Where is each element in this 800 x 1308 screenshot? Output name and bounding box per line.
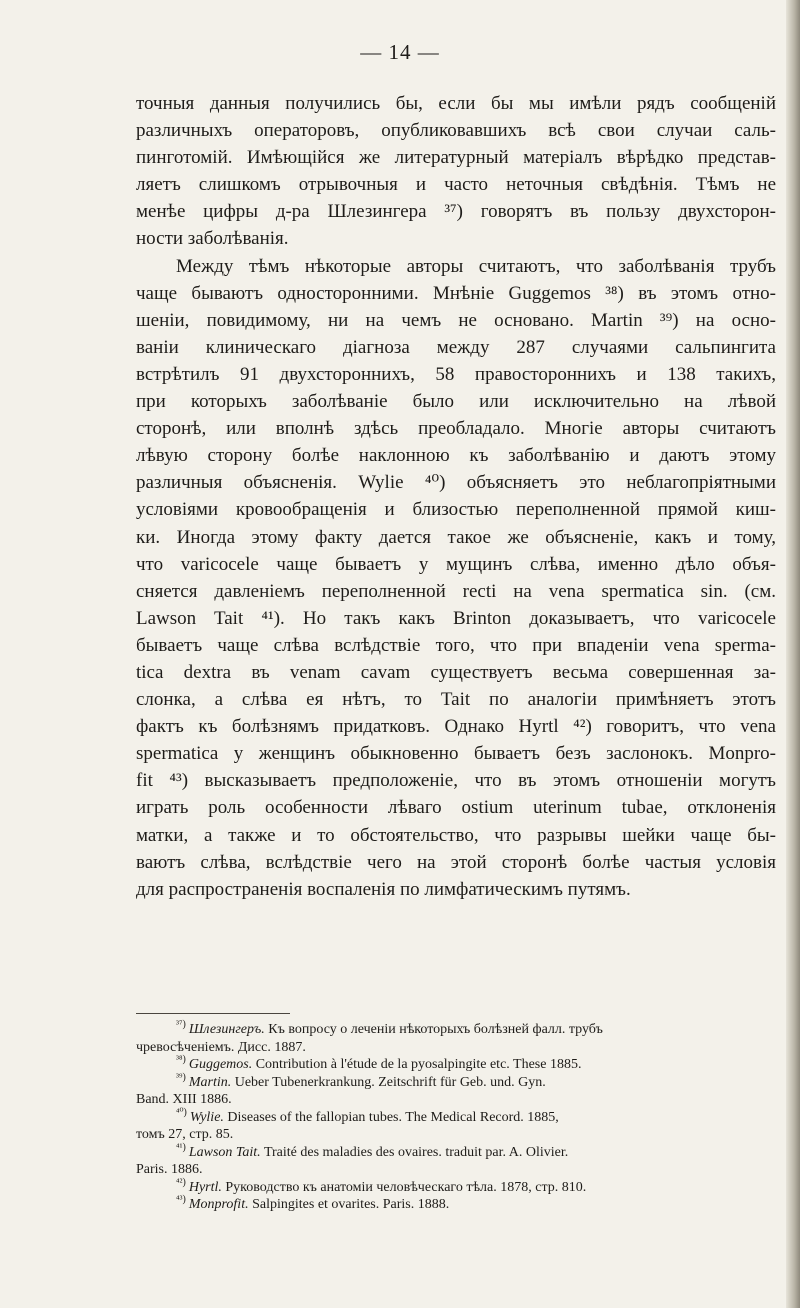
text-line: матки, а также и то обстоятельство, что разрывы шейки чаще бы- [136,824,776,846]
footnote [136,1056,776,1074]
footnote [136,1196,776,1214]
footnotes [136,1021,776,1214]
text-line: фактъ къ болѣзнямъ придатковъ. Однако Hyrtl ⁴²) говоритъ, что vena [136,716,776,738]
text-line: различныхъ операторовъ, опубликовавшихъ всѣ свои случаи саль- [136,120,776,142]
text-line: Между тѣмъ нѣкоторые авторы считаютъ, что заболѣванія трубъ [176,255,776,277]
footnote-author: Monprofit. [188,1197,249,1212]
text-line: условіями кровообращенія и близостью переполненной прямой киш- [136,499,776,521]
text-line: spermatica у женщинъ обыкновенно бываетъ безъ заслонокъ. Monpro- [136,743,776,765]
footnote-author: Hyrtl. [188,1179,222,1195]
footnote [136,1141,776,1162]
footnote-text: Руководство къ анатоміи человѣческаго тѣла. 1878, стр. 810. [225,1179,587,1195]
footnote-separator [136,1013,290,1014]
text-line: точныя данныя получились бы, если бы мы имѣли рядъ сообщеній [136,93,776,114]
footnote-author: Wylie. [189,1109,224,1125]
text-line: пинготомій. Имѣющійся же литературный матеріалъ вѣрѣдко представ- [136,147,776,169]
text-line: Lawson Tait ⁴¹). Но такъ какъ Brinton доказываетъ, что varicocele [136,607,776,629]
footnote-mark: ⁴⁰) [176,1106,187,1118]
footnote-author: Lawson Tait. [188,1144,261,1160]
text-line: встрѣтилъ 91 двухстороннихъ, 58 правостороннихъ и 138 такихъ, [136,363,776,385]
footnote-text: чревосѣченіемъ. Дисс. 1887. [136,1039,306,1055]
footnote-mark: ³⁷) [176,1019,186,1031]
text-line: бываетъ чаще слѣва вслѣдствіе того, что при впаденіи vena sperma- [136,634,776,656]
text-line: ваніи клиническаго діагноза между 287 случаями сальпингита [136,336,776,358]
text-line: для распространенія воспаленія по лимфатическимъ путямъ. [136,878,631,900]
footnote-text: томъ 27, стр. 85. [136,1127,234,1142]
footnote-continuation [136,1091,776,1109]
footnote-mark: ³⁸) [176,1054,186,1066]
text-line: ляетъ слишкомъ отрывочныя и часто неточныя свѣдѣнія. Тѣмъ не [136,174,776,196]
footnote [136,1106,776,1127]
footnote-continuation [136,1126,776,1144]
footnote-text: Contribution à l'étude de la pyosalpingite etc. These 1885. [255,1057,582,1072]
text-line: чаще бываютъ односторонними. Мнѣніе Guggemos ³⁸) въ этомъ отно- [136,282,776,304]
footnote-author: Шлезингеръ. [188,1022,265,1037]
text-line: что varicocele чаще бываетъ у мущинъ слѣва, именно дѣло объя- [136,553,776,575]
text-line: ки. Иногда этому факту дается такое же объясненіе, какъ и тому, [136,526,776,548]
text-line: fit ⁴³) высказываетъ предположеніе, что въ этомъ отношеніи могутъ [136,770,776,792]
footnote-mark: ⁴²) [176,1176,186,1188]
text-line: сняется давленіемъ переполненной recti на vena spermatica sin. (см. [136,580,776,602]
footnote-mark: ³⁹) [176,1071,186,1083]
text-line: tica dextra въ venam cavam существуетъ весьма совершенная за- [136,661,776,683]
footnote-author: Guggemos. [188,1057,253,1072]
footnote-text: Diseases of the fallopian tubes. The Medical Record. 1885, [227,1109,559,1125]
page-edge-shadow [786,0,800,1308]
text-line: ваютъ слѣва, вслѣдствіе чего на этой сторонѣ болѣе частыя условія [136,851,776,873]
footnote-mark: ⁴³) [176,1194,186,1206]
footnote-text: Paris. 1886. [136,1162,203,1177]
text-line: играть роль особенности лѣваго ostium uterinum tubae, отклоненія [136,797,776,819]
main-text [136,90,776,903]
footnote [136,1176,776,1197]
footnote-text: Salpingites et ovarites. Paris. 1888. [252,1197,450,1212]
footnote-text: Traité des maladies des ovaires. traduit par. A. Olivier. [263,1144,569,1160]
text-line: различныя объясненія. Wylie ⁴⁰) объясняетъ это неблагопріятными [136,472,776,494]
footnote [136,1071,776,1092]
text-line: лѣвую сторону болѣе наклонною къ заболѣванію и даютъ этому [136,445,776,467]
text-line: сторонѣ, или вполнѣ здѣсь преобладало. Многіе авторы считаютъ [136,418,776,440]
text-line: слонка, а слѣва ея нѣтъ, то Tait по аналогіи примѣняетъ этотъ [136,689,776,711]
footnote-continuation [136,1161,776,1179]
text-line: при которыхъ заболѣваніе было или исключительно на лѣвой [136,391,776,413]
footnote-author: Martin. [188,1074,232,1090]
page-number: — 14 — [360,40,440,64]
text-line: ности заболѣванія. [136,228,289,250]
footnote-text: Band. XIII 1886. [136,1092,232,1107]
footnote-mark: ⁴¹) [176,1141,186,1153]
text-line: шеніи, повидимому, ни на чемъ не основано. Martin ³⁹) на осно- [136,309,776,331]
footnote-continuation [136,1039,776,1057]
footnote [136,1021,776,1039]
text-line: менѣе цифры д-ра Шлезингера ³⁷) говорятъ въ пользу двухсторон- [136,201,776,223]
footnote-text: Къ вопросу о леченіи нѣкоторыхъ болѣзней фалл. трубъ [268,1022,603,1037]
footnote-text: Ueber Tubenerkrankung. Zeitschrift für Geb. und. Gyn. [234,1074,546,1090]
